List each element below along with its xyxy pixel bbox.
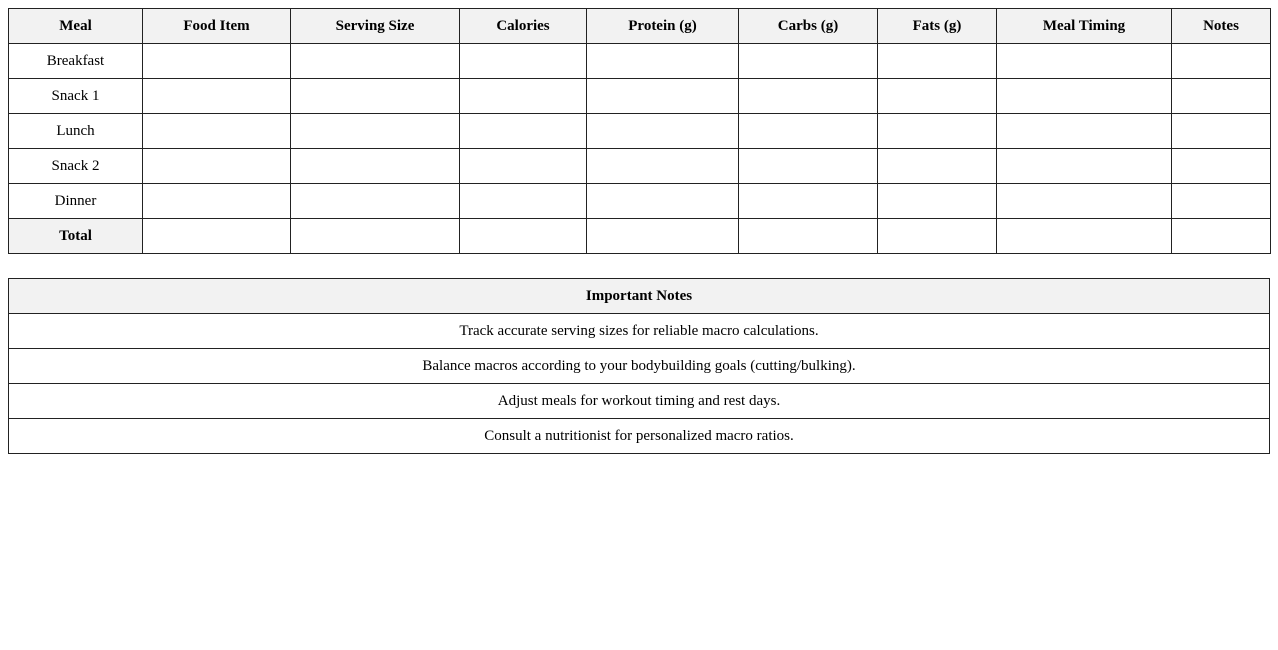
food-item-cell[interactable] [143, 184, 291, 219]
calories-cell[interactable] [460, 79, 587, 114]
notes-cell[interactable] [1172, 149, 1271, 184]
fats-cell[interactable] [878, 184, 997, 219]
notes-header-row [9, 279, 1270, 314]
table-row-lunch [9, 114, 1271, 149]
notes-cell[interactable] [1172, 184, 1271, 219]
carbs-cell[interactable] [739, 44, 878, 79]
header-calories: Calories [460, 9, 587, 44]
meal-macro-table [8, 8, 1271, 254]
total-fats-cell[interactable] [878, 219, 997, 254]
note-text: Balance macros according to your bodybuilding goals (cutting/bulking). [9, 349, 1270, 384]
note-row [9, 419, 1270, 454]
protein-cell[interactable] [587, 184, 739, 219]
food-item-cell[interactable] [143, 44, 291, 79]
header-protein: Protein (g) [587, 9, 739, 44]
food-item-cell[interactable] [143, 114, 291, 149]
total-carbs-cell[interactable] [739, 219, 878, 254]
total-serving-size-cell[interactable] [291, 219, 460, 254]
table-row-dinner [9, 184, 1271, 219]
notes-cell[interactable] [1172, 114, 1271, 149]
calories-cell[interactable] [460, 149, 587, 184]
table-row-snack-2 [9, 149, 1271, 184]
note-text: Track accurate serving sizes for reliable macro calculations. [9, 314, 1270, 349]
food-item-cell[interactable] [143, 79, 291, 114]
serving-size-cell[interactable] [291, 79, 460, 114]
note-text: Adjust meals for workout timing and rest days. [9, 384, 1270, 419]
total-label: Total [9, 219, 143, 254]
total-food-item-cell[interactable] [143, 219, 291, 254]
meal-label: Snack 2 [9, 149, 143, 184]
carbs-cell[interactable] [739, 79, 878, 114]
total-meal-timing-cell[interactable] [997, 219, 1172, 254]
serving-size-cell[interactable] [291, 149, 460, 184]
meal-timing-cell[interactable] [997, 114, 1172, 149]
protein-cell[interactable] [587, 149, 739, 184]
meal-label: Lunch [9, 114, 143, 149]
notes-title: Important Notes [9, 279, 1270, 314]
meal-timing-cell[interactable] [997, 79, 1172, 114]
calories-cell[interactable] [460, 44, 587, 79]
fats-cell[interactable] [878, 79, 997, 114]
meal-label: Breakfast [9, 44, 143, 79]
table-row-snack-1 [9, 79, 1271, 114]
total-notes-cell[interactable] [1172, 219, 1271, 254]
header-food-item: Food Item [143, 9, 291, 44]
table-row-total [9, 219, 1271, 254]
note-row [9, 349, 1270, 384]
total-calories-cell[interactable] [460, 219, 587, 254]
protein-cell[interactable] [587, 114, 739, 149]
table-header-row [9, 9, 1271, 44]
fats-cell[interactable] [878, 114, 997, 149]
food-item-cell[interactable] [143, 149, 291, 184]
notes-cell[interactable] [1172, 44, 1271, 79]
meal-timing-cell[interactable] [997, 44, 1172, 79]
meal-label: Snack 1 [9, 79, 143, 114]
note-row [9, 384, 1270, 419]
header-notes: Notes [1172, 9, 1271, 44]
table-row-breakfast [9, 44, 1271, 79]
serving-size-cell[interactable] [291, 184, 460, 219]
meal-timing-cell[interactable] [997, 149, 1172, 184]
calories-cell[interactable] [460, 114, 587, 149]
protein-cell[interactable] [587, 79, 739, 114]
header-serving-size: Serving Size [291, 9, 460, 44]
calories-cell[interactable] [460, 184, 587, 219]
carbs-cell[interactable] [739, 184, 878, 219]
note-row [9, 314, 1270, 349]
header-meal-timing: Meal Timing [997, 9, 1172, 44]
important-notes-table [8, 278, 1270, 454]
total-protein-cell[interactable] [587, 219, 739, 254]
carbs-cell[interactable] [739, 149, 878, 184]
note-text: Consult a nutritionist for personalized macro ratios. [9, 419, 1270, 454]
serving-size-cell[interactable] [291, 114, 460, 149]
fats-cell[interactable] [878, 149, 997, 184]
header-meal: Meal [9, 9, 143, 44]
meal-label: Dinner [9, 184, 143, 219]
notes-cell[interactable] [1172, 79, 1271, 114]
header-carbs: Carbs (g) [739, 9, 878, 44]
meal-timing-cell[interactable] [997, 184, 1172, 219]
header-fats: Fats (g) [878, 9, 997, 44]
serving-size-cell[interactable] [291, 44, 460, 79]
protein-cell[interactable] [587, 44, 739, 79]
fats-cell[interactable] [878, 44, 997, 79]
carbs-cell[interactable] [739, 114, 878, 149]
